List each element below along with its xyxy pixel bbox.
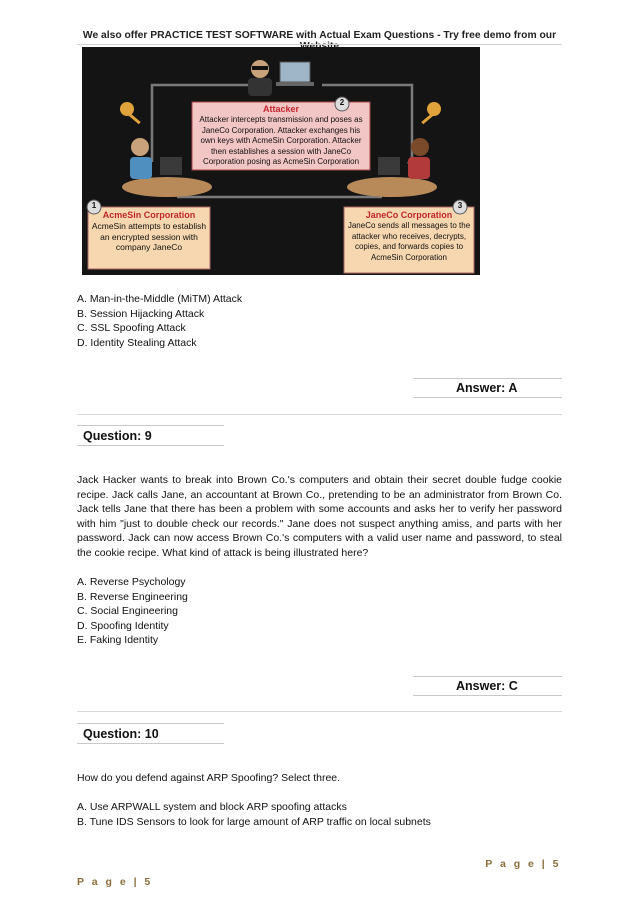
page-number-right: P a g e | 5: [485, 858, 561, 870]
q8-options: [77, 292, 242, 350]
mitm-diagram: [82, 47, 480, 275]
page-number-left: P a g e | 5: [77, 876, 153, 888]
step-3-label: 3: [457, 201, 463, 210]
q9-options: [77, 575, 188, 648]
q9-option-d: D. Spoofing Identity: [77, 619, 169, 632]
q10-options: [77, 800, 431, 829]
q10-option-a: A. Use ARPWALL system and block ARP spoofing attacks: [77, 801, 347, 813]
q8-option-b: B. Session Hijacking Attack: [77, 307, 205, 320]
section-divider: [77, 711, 562, 712]
acmesin-description: AcmeSin attempts to establish an encrypted session with company JaneCo: [91, 221, 207, 252]
q9-title: Question: 9: [77, 425, 224, 446]
q8-option-c: C. SSL Spoofing Attack: [77, 322, 186, 334]
janeco-description: JaneCo sends all messages to the attacker who receives, decrypts, copies, and forwards copies to AcmeSin Corporation: [347, 221, 471, 262]
section-divider: [77, 414, 562, 415]
page-header: We also offer PRACTICE TEST SOFTWARE with Actual Exam Questions - Try free demo from our: [82, 30, 557, 41]
q8-answer: Answer: A: [413, 378, 562, 398]
key-icon-left: [120, 102, 141, 124]
q9-option-b: B. Reverse Engineering: [77, 590, 188, 603]
attacker-description: Attacker intercepts transmission and poses as JaneCo Corporation. Attacker exchanges his own keys with AcmeSin Corporation. Attacker then establishes a session with JaneCo Corporation posing as AcmeSin Corporation: [199, 115, 363, 166]
q9-question-text: Jack Hacker wants to break into Brown Co.'s computers and obtain their secret double fudge cookie recipe. Jack calls Jane, an accountant at Brown Co., pretending to be an administrator from Brown Co. Jack tells Jane that there has been a problem with some accounts and asks her to verify her password with him "just to double check our records." Jane does not suspect anything amiss, and parts with her password. Jack can now access Brown Co.'s computers with a valid user name and password, to steal the cookie recipe. What kind of attack is being illustrated here?: [77, 474, 562, 559]
header-divider: [77, 44, 562, 45]
q9-option-c: C. Social Engineering: [77, 605, 178, 617]
step-1-label: 1: [91, 201, 97, 210]
q10-title: Question: 10: [77, 723, 224, 744]
acmesin-title: AcmeSin Corporation: [102, 210, 196, 220]
key-icon-right: [421, 102, 441, 124]
attacker-title: Attacker: [262, 104, 300, 114]
step-2-label: 2: [339, 98, 345, 107]
q8-option-a: A. Man-in-the-Middle (MiTM) Attack: [77, 293, 243, 305]
q10-question-text: How do you defend against ARP Spoofing? Select three.: [77, 772, 341, 784]
janeco-title: JaneCo Corporation: [365, 210, 453, 220]
q9-option-e: E. Faking Identity: [77, 634, 159, 646]
q9-answer: Answer: C: [413, 676, 562, 696]
q10-option-b: B. Tune IDS Sensors to look for large amount of ARP traffic on local subnets: [77, 815, 431, 828]
attacker-figure: [248, 60, 314, 96]
q9-option-a: A. Reverse Psychology: [77, 576, 186, 588]
q8-option-d: D. Identity Stealing Attack: [77, 336, 197, 349]
